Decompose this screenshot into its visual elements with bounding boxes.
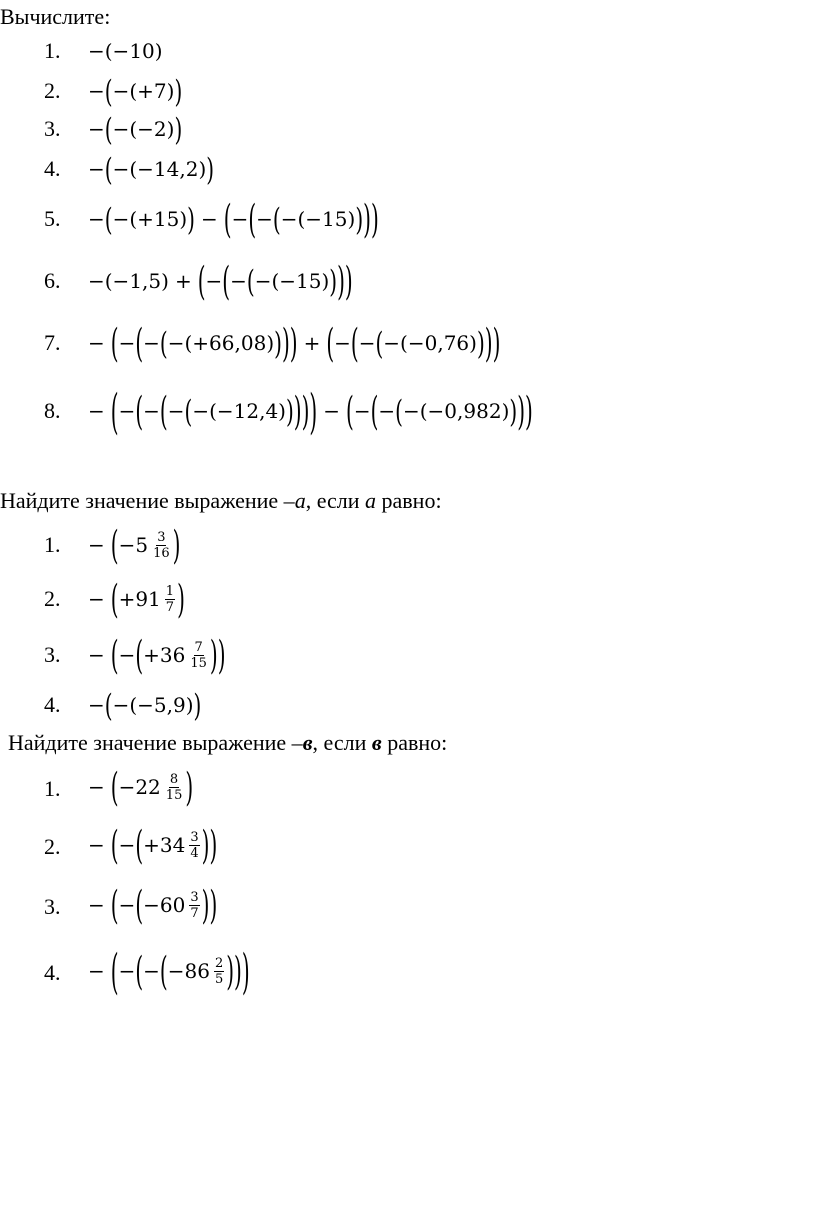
fraction: $\frac{1}{7}$ <box>165 583 175 615</box>
value: −2 <box>137 117 167 141</box>
section2-title: Найдите значение выражение –а, если а равно: <box>0 488 442 513</box>
expression-3: − ( −( −2 ) ) <box>88 110 183 148</box>
expression-a-1: − ( −5 $\frac{3}{16}$ ) <box>88 521 181 569</box>
expression-5: − ( −( +15 ) ) − ( − ( − ( −( −15 ) ) ) ) <box>88 195 379 243</box>
section3-title: Найдите значение выражение –в, если в равно: <box>8 730 448 755</box>
item-number: 3. <box>44 116 61 141</box>
item-number: 2. <box>44 834 61 859</box>
item-number: 3. <box>44 894 61 919</box>
value: 0,76 <box>424 331 470 355</box>
expression-a-3: − ( − ( +36 $\frac{7}{15}$ ) ) <box>88 631 226 679</box>
fraction: $\frac{8}{15}$ <box>165 771 183 803</box>
item-number: 1. <box>44 38 61 63</box>
expression-4: − ( −(− 14,2 ) ) <box>88 150 215 188</box>
expression-2: − ( −( +7 ) ) <box>88 72 183 110</box>
value: 1,5 <box>129 269 162 293</box>
value: −15 <box>305 207 348 231</box>
value: 12,4 <box>233 399 279 423</box>
expression-b-4: − ( − ( − ( −86 $\frac{2}{5}$ ) ) ) <box>88 942 250 1000</box>
fraction: $\frac{3}{16}$ <box>153 529 170 561</box>
expression-a-4: − ( −(− 5,9 ) ) <box>88 686 202 724</box>
item-number: 5. <box>44 206 61 231</box>
value: 10 <box>129 39 155 63</box>
fraction: $\frac{7}{15}$ <box>190 639 207 671</box>
item-number: 1. <box>44 532 61 557</box>
expression-6: −(− 1,5 ) + ( − ( − ( −(− 15 ) ) ) ) <box>88 257 353 305</box>
value: 0,982 <box>444 399 502 423</box>
fraction: $\frac{3}{7}$ <box>190 889 199 921</box>
value: +7 <box>137 79 167 103</box>
value: +66,08 <box>192 331 267 355</box>
fraction: $\frac{2}{5}$ <box>214 955 224 987</box>
expression-b-2: − ( − ( +34 $\frac{3}{4}$ ) ) <box>88 821 218 869</box>
expression-a-2: − ( +91 $\frac{1}{7}$ ) <box>88 575 185 623</box>
expression-1: −(− 10 ) <box>88 39 163 63</box>
fraction: $\frac{3}{4}$ <box>190 829 199 861</box>
expression-7: − ( − ( − ( −( +66,08 ) ) ) ) + ( − ( − ( −(− 0,76 ) ) ) ) <box>88 319 501 367</box>
item-number: 2. <box>44 78 61 103</box>
expression-8: − ( − ( − ( − ( −(− 12,4 ) ) ) ) ) − ( − ( − ( −(− 0,982 ) ) ) ) <box>88 382 533 440</box>
item-number: 2. <box>44 586 61 611</box>
item-number: 8. <box>44 398 61 423</box>
value: 14,2 <box>153 157 199 181</box>
item-number: 4. <box>44 960 61 985</box>
item-number: 7. <box>44 330 61 355</box>
item-number: 3. <box>44 642 61 667</box>
expression-b-3: − ( − ( −60 $\frac{3}{7}$ ) ) <box>88 881 218 929</box>
value: +15 <box>137 207 180 231</box>
expression-b-1: − ( −22 $\frac{8}{15}$ ) <box>88 763 194 811</box>
item-number: 4. <box>44 692 61 717</box>
section1-title: Вычислите: <box>0 4 111 29</box>
item-number: 4. <box>44 156 61 181</box>
item-number: 6. <box>44 268 61 293</box>
item-number: 1. <box>44 776 61 801</box>
value: 15 <box>296 269 322 293</box>
